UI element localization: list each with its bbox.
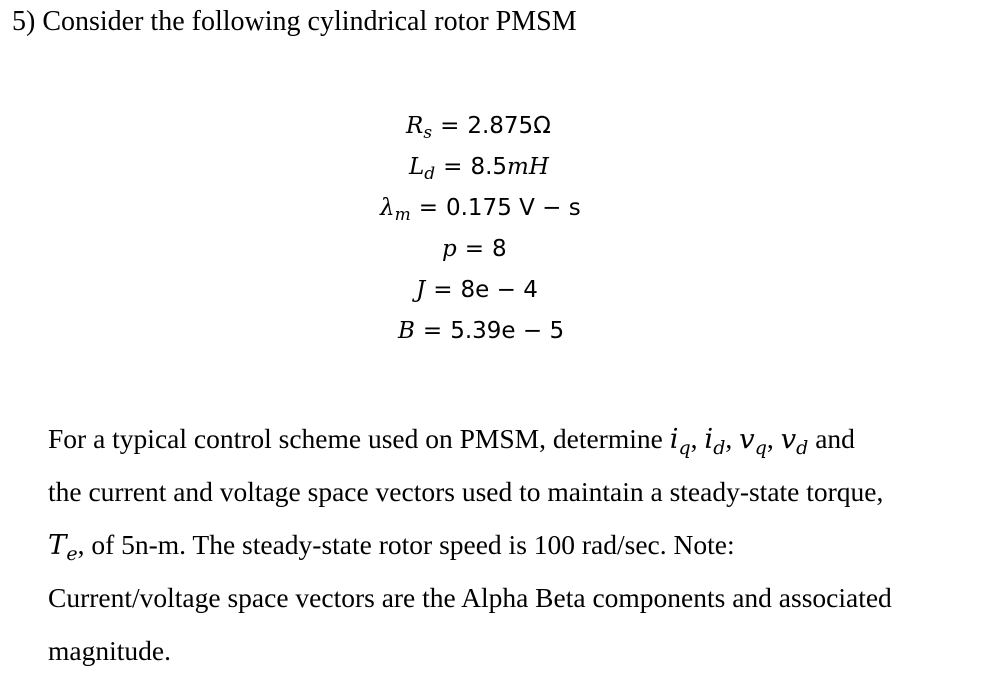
equation-j [416, 270, 538, 310]
equation-p [442, 229, 507, 269]
eq-value: 2.875Ω [467, 113, 551, 139]
eq-subscript: s [423, 123, 433, 143]
eq-operator: = [433, 277, 453, 303]
var-vq: $v_q$ [739, 423, 767, 459]
eq-operator: = [422, 318, 443, 344]
eq-symbol: J [416, 277, 426, 303]
var-vd: $v_d$ [780, 423, 809, 459]
equation-ld [409, 147, 549, 187]
eq-symbol: λ [380, 195, 395, 221]
eq-subscript: d [424, 164, 436, 184]
eq-symbol: R [406, 113, 424, 139]
eq-operator: = [418, 195, 438, 221]
problem-title: 5) Consider the following cylindrical rotor PMSM [12, 6, 577, 37]
statement-line-5: magnitude. [48, 635, 171, 666]
eq-symbol: B [398, 318, 415, 344]
statement-text: and [815, 423, 855, 454]
eq-symbol: p [442, 236, 457, 262]
eq-symbol: L [409, 154, 425, 180]
statement-line-2: the current and voltage space vectors used to maintain a steady-state torque, [48, 476, 884, 507]
eq-unit: mH [507, 154, 549, 180]
statement-line-4: Current/voltage space vectors are the Alpha Beta components and associated [48, 582, 892, 613]
statement-text: For a typical control scheme used on PMSM, determine [48, 423, 670, 454]
eq-subscript: m [394, 205, 411, 225]
var-iq: $i_q$ [669, 423, 691, 459]
var-te: $T_e$ [48, 529, 78, 565]
equation-rs [406, 106, 551, 146]
statement-line-3 [48, 518, 988, 571]
eq-value: 0.175 V − s [445, 195, 581, 221]
statement-line-1: For a typical control scheme used on PMSM, determine $i_q$, $i_d$, $v_q$, $v_d$ and [48, 423, 855, 459]
eq-value: 8e − 4 [460, 277, 538, 303]
eq-operator: = [443, 154, 463, 180]
eq-value: 8.5 [470, 154, 508, 180]
eq-operator: = [440, 113, 460, 139]
eq-operator: = [464, 236, 485, 262]
problem-statement [48, 412, 988, 677]
statement-text: , of 5n-m. The steady-state rotor speed is 100 rad/sec. Note: [77, 529, 735, 560]
equation-lambda [380, 188, 581, 228]
var-id: $i_d$ [704, 423, 726, 459]
eq-value: 8 [492, 236, 507, 262]
equation-b [398, 311, 564, 351]
eq-value: 5.39e − 5 [450, 318, 565, 344]
